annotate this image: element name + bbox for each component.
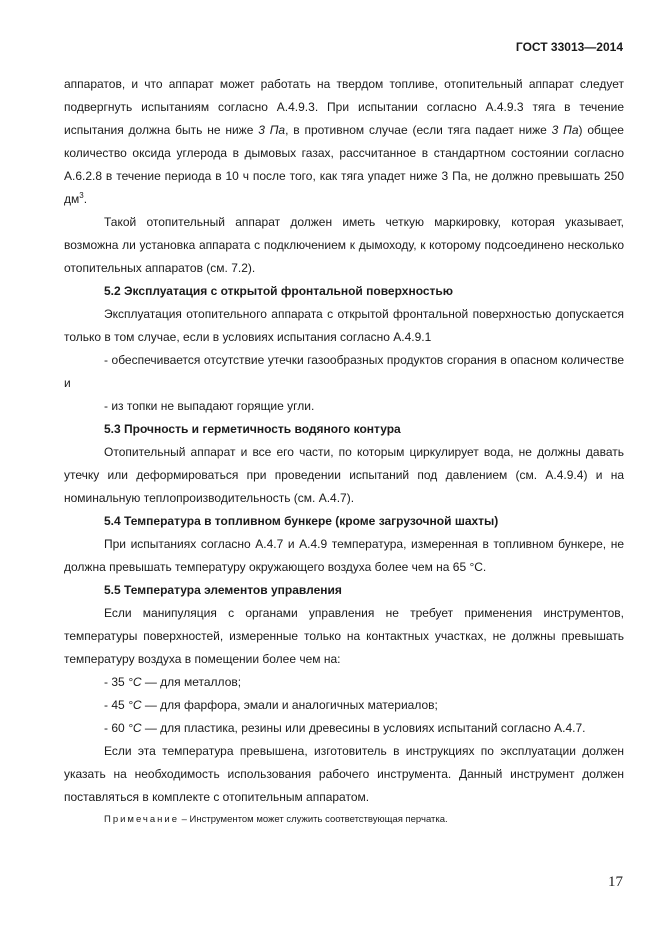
- text-span: — для пластика, резины или древесины в условиях испытаний согласно А.4.7.: [141, 721, 586, 735]
- paragraph-continuation: [64, 73, 624, 211]
- section-heading-5-5: 5.5 Температура элементов управления: [104, 583, 342, 597]
- standard-designation: ГОСТ 33013—2014: [515, 40, 623, 54]
- text-span: аппаратов, и что аппарат может работать на твердом топливе, отопительный аппарат следует подвергнуть испытаниям согласно А.4.9.3. При испытании согласно А.4.9.3 тяга в течение испытания должна быть не ниже: [64, 77, 624, 137]
- list-item: - обеспечивается отсутствие утечки газообразных продуктов сгорания в опасном количестве и: [64, 353, 624, 390]
- italic-value: 3 Па: [551, 123, 579, 137]
- list-item: [64, 671, 624, 694]
- text-span: .: [83, 192, 88, 206]
- superscript: 3: [79, 191, 84, 200]
- paragraph-5-2: Эксплуатация отопительного аппарата с открытой фронтальной поверхностью допускается только в том случае, если в условиях испытания согласно А.4.9.1: [64, 307, 624, 344]
- list-item: - из топки не выпадают горящие угли.: [104, 399, 315, 413]
- section-heading-5-2: 5.2 Эксплуатация с открытой фронтальной поверхностью: [104, 284, 454, 298]
- note: [64, 809, 624, 831]
- section-heading-5-3: 5.3 Прочность и герметичность водяного контура: [104, 422, 401, 436]
- page-number: 17: [608, 874, 623, 890]
- unit: °C: [128, 721, 142, 735]
- paragraph-5-4: При испытаниях согласно А.4.7 и А.4.9 температура, измеренная в топливном бункере, не должна превышать температуру окружающего воздуха более чем на 65 °C.: [64, 537, 624, 574]
- text-span: - 35: [104, 675, 129, 689]
- paragraph-5-5-instrument: Если эта температура превышена, изготовитель в инструкциях по эксплуатации должен указать на необходимость использования рабочего инструмента. Данный инструмент должен поставляться в комплекте с отопительным аппаратом.: [64, 744, 624, 804]
- paragraph-5-5: Если манипуляция с органами управления не требует применения инструментов, температуры поверхностей, измеренные только на контактных участках, не должны превышать температуру воздуха в помещении более чем на:: [64, 606, 624, 666]
- text-span: , в противном случае (если тяга падает ниже: [285, 123, 552, 137]
- italic-value: 3 Па: [258, 123, 286, 137]
- note-label: Примечание: [104, 814, 179, 825]
- list-item: [64, 717, 624, 740]
- text-span: — для металлов;: [141, 675, 242, 689]
- paragraph-5-3: Отопительный аппарат и все его части, по которым циркулирует вода, не должны давать утечку или деформироваться при проведении испытаний под давлением (см. А.4.9.4) и на номинальную теплопроизводительность (см. А.4.7).: [64, 445, 624, 505]
- unit: °C: [128, 698, 142, 712]
- text-span: - 45: [104, 698, 129, 712]
- section-heading-5-4: 5.4 Температура в топливном бункере (кроме загрузочной шахты): [104, 514, 499, 528]
- note-text: – Инструментом может служить соответствующая перчатка.: [179, 814, 448, 825]
- paragraph-marking: Такой отопительный аппарат должен иметь четкую маркировку, которая указывает, возможна ли установка аппарата с подключением к дымоходу, к которому подсоединено несколько отопительных аппаратов (см. 7.2).: [64, 215, 624, 275]
- text-span: - 60: [104, 721, 129, 735]
- text-span: — для фарфора, эмали и аналогичных материалов;: [141, 698, 438, 712]
- document-body: [64, 73, 624, 831]
- list-item: [64, 694, 624, 717]
- text-span: ) общее количество оксида углерода в дымовых газах, рассчитанное в стандартном состоянии согласно А.6.2.8 в течение периода в 10 ч после того, как тяга упадет ниже 3 Па, не должно превышать 250 дм: [64, 123, 624, 206]
- unit: °C: [128, 675, 142, 689]
